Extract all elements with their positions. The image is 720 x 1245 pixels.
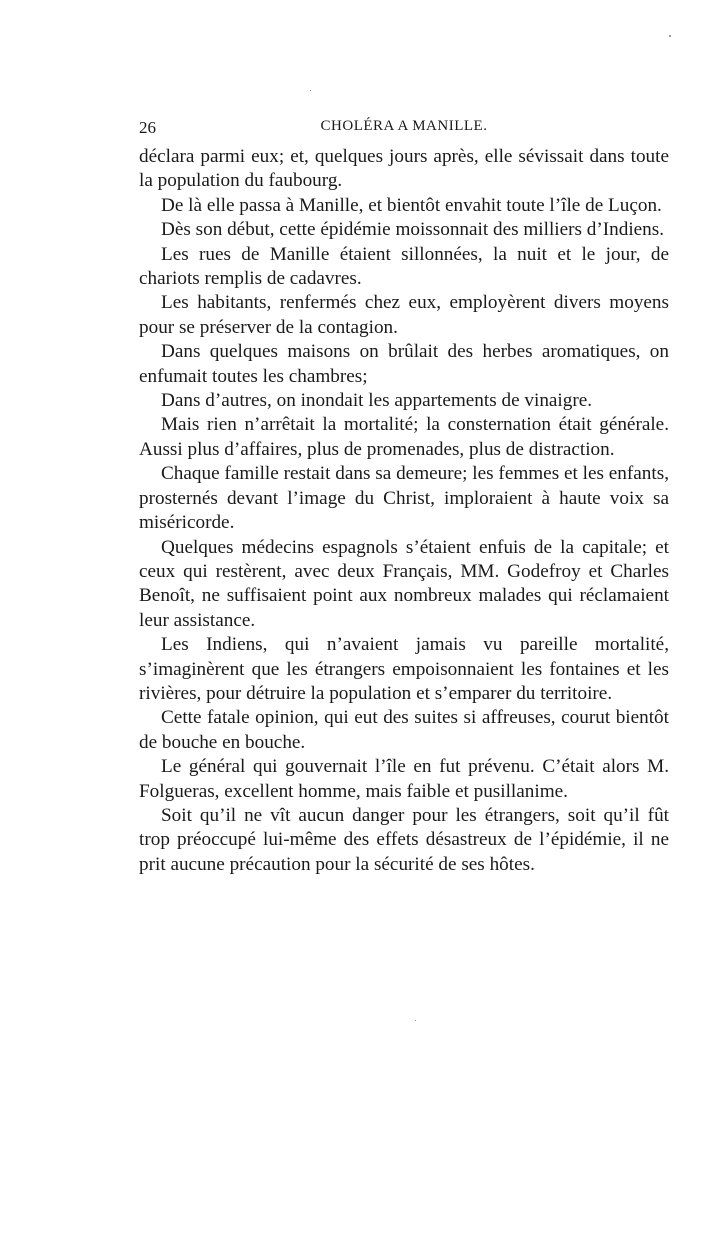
paragraph: Dans quelques maisons on brûlait des herbes aromatiques, on enfumait toutes les chambres; (139, 341, 669, 387)
paragraph: Les rues de Manille étaient sillonnées, la nuit et le jour, de chariots remplis de cadavres. (139, 243, 669, 290)
body-text (139, 145, 669, 877)
paragraph: Dès son début, cette épidémie moissonnait des milliers d’Indiens. (161, 219, 665, 241)
paragraph: Dans d’autres, on inondait les appartements de vinaigre. (161, 390, 593, 412)
paragraph: Le général qui gouvernait l’île en fut prévenu. C’était alors M. Folgueras, excellent homme, mais faible et pusillanime. (139, 756, 669, 802)
scan-speck (669, 35, 671, 37)
paragraph: Soit qu’il ne vît aucun danger pour les étrangers, soit qu’il fût trop préoccupé lui-même des effets désastreux de l’épidémie, il ne prit aucune précaution pour la sécurité de ses hôtes. (139, 804, 669, 875)
paragraph: Quelques médecins espagnols s’étaient enfuis de la capitale; et ceux qui restèrent, avec deux Français, MM. Godefroy et Charles Benoît, ne suffisaient point aux nombreux malades qui réclamaient leur assistance. (139, 536, 669, 631)
paragraph: De là elle passa à Manille, et bientôt envahit toute l’île de Luçon. (161, 194, 662, 216)
paragraph: Cette fatale opinion, qui eut des suites si affreuses, courut bientôt de bouche en bouche. (139, 707, 669, 753)
scan-speck (310, 90, 311, 91)
paragraph: Les Indiens, qui n’avaient jamais vu pareille mortalité, s’imaginèrent que les étrangers empoisonnaient les fontaines et les rivières, pour détruire la population et s’emparer du territoire. (139, 634, 669, 704)
running-title: CHOLÉRA A MANILLE. (320, 118, 488, 134)
paragraph: déclara parmi eux; et, quelques jours après, elle sévissait dans toute la population du faubourg. (139, 146, 669, 192)
scan-speck (415, 1020, 416, 1021)
paragraph: Mais rien n’arrêtait la mortalité; la consternation était générale. Aussi plus d’affaires, plus de promenades, plus de distraction. (139, 414, 669, 460)
paragraph: Les habitants, renfermés chez eux, employèrent divers moyens pour se préserver de la contagion. (139, 292, 669, 338)
paragraph: Chaque famille restait dans sa demeure; les femmes et les enfants, prosternés devant l’image du Christ, imploraient à haute voix sa miséricorde. (139, 463, 669, 534)
running-head (139, 118, 669, 140)
page-number: 26 (139, 118, 156, 137)
